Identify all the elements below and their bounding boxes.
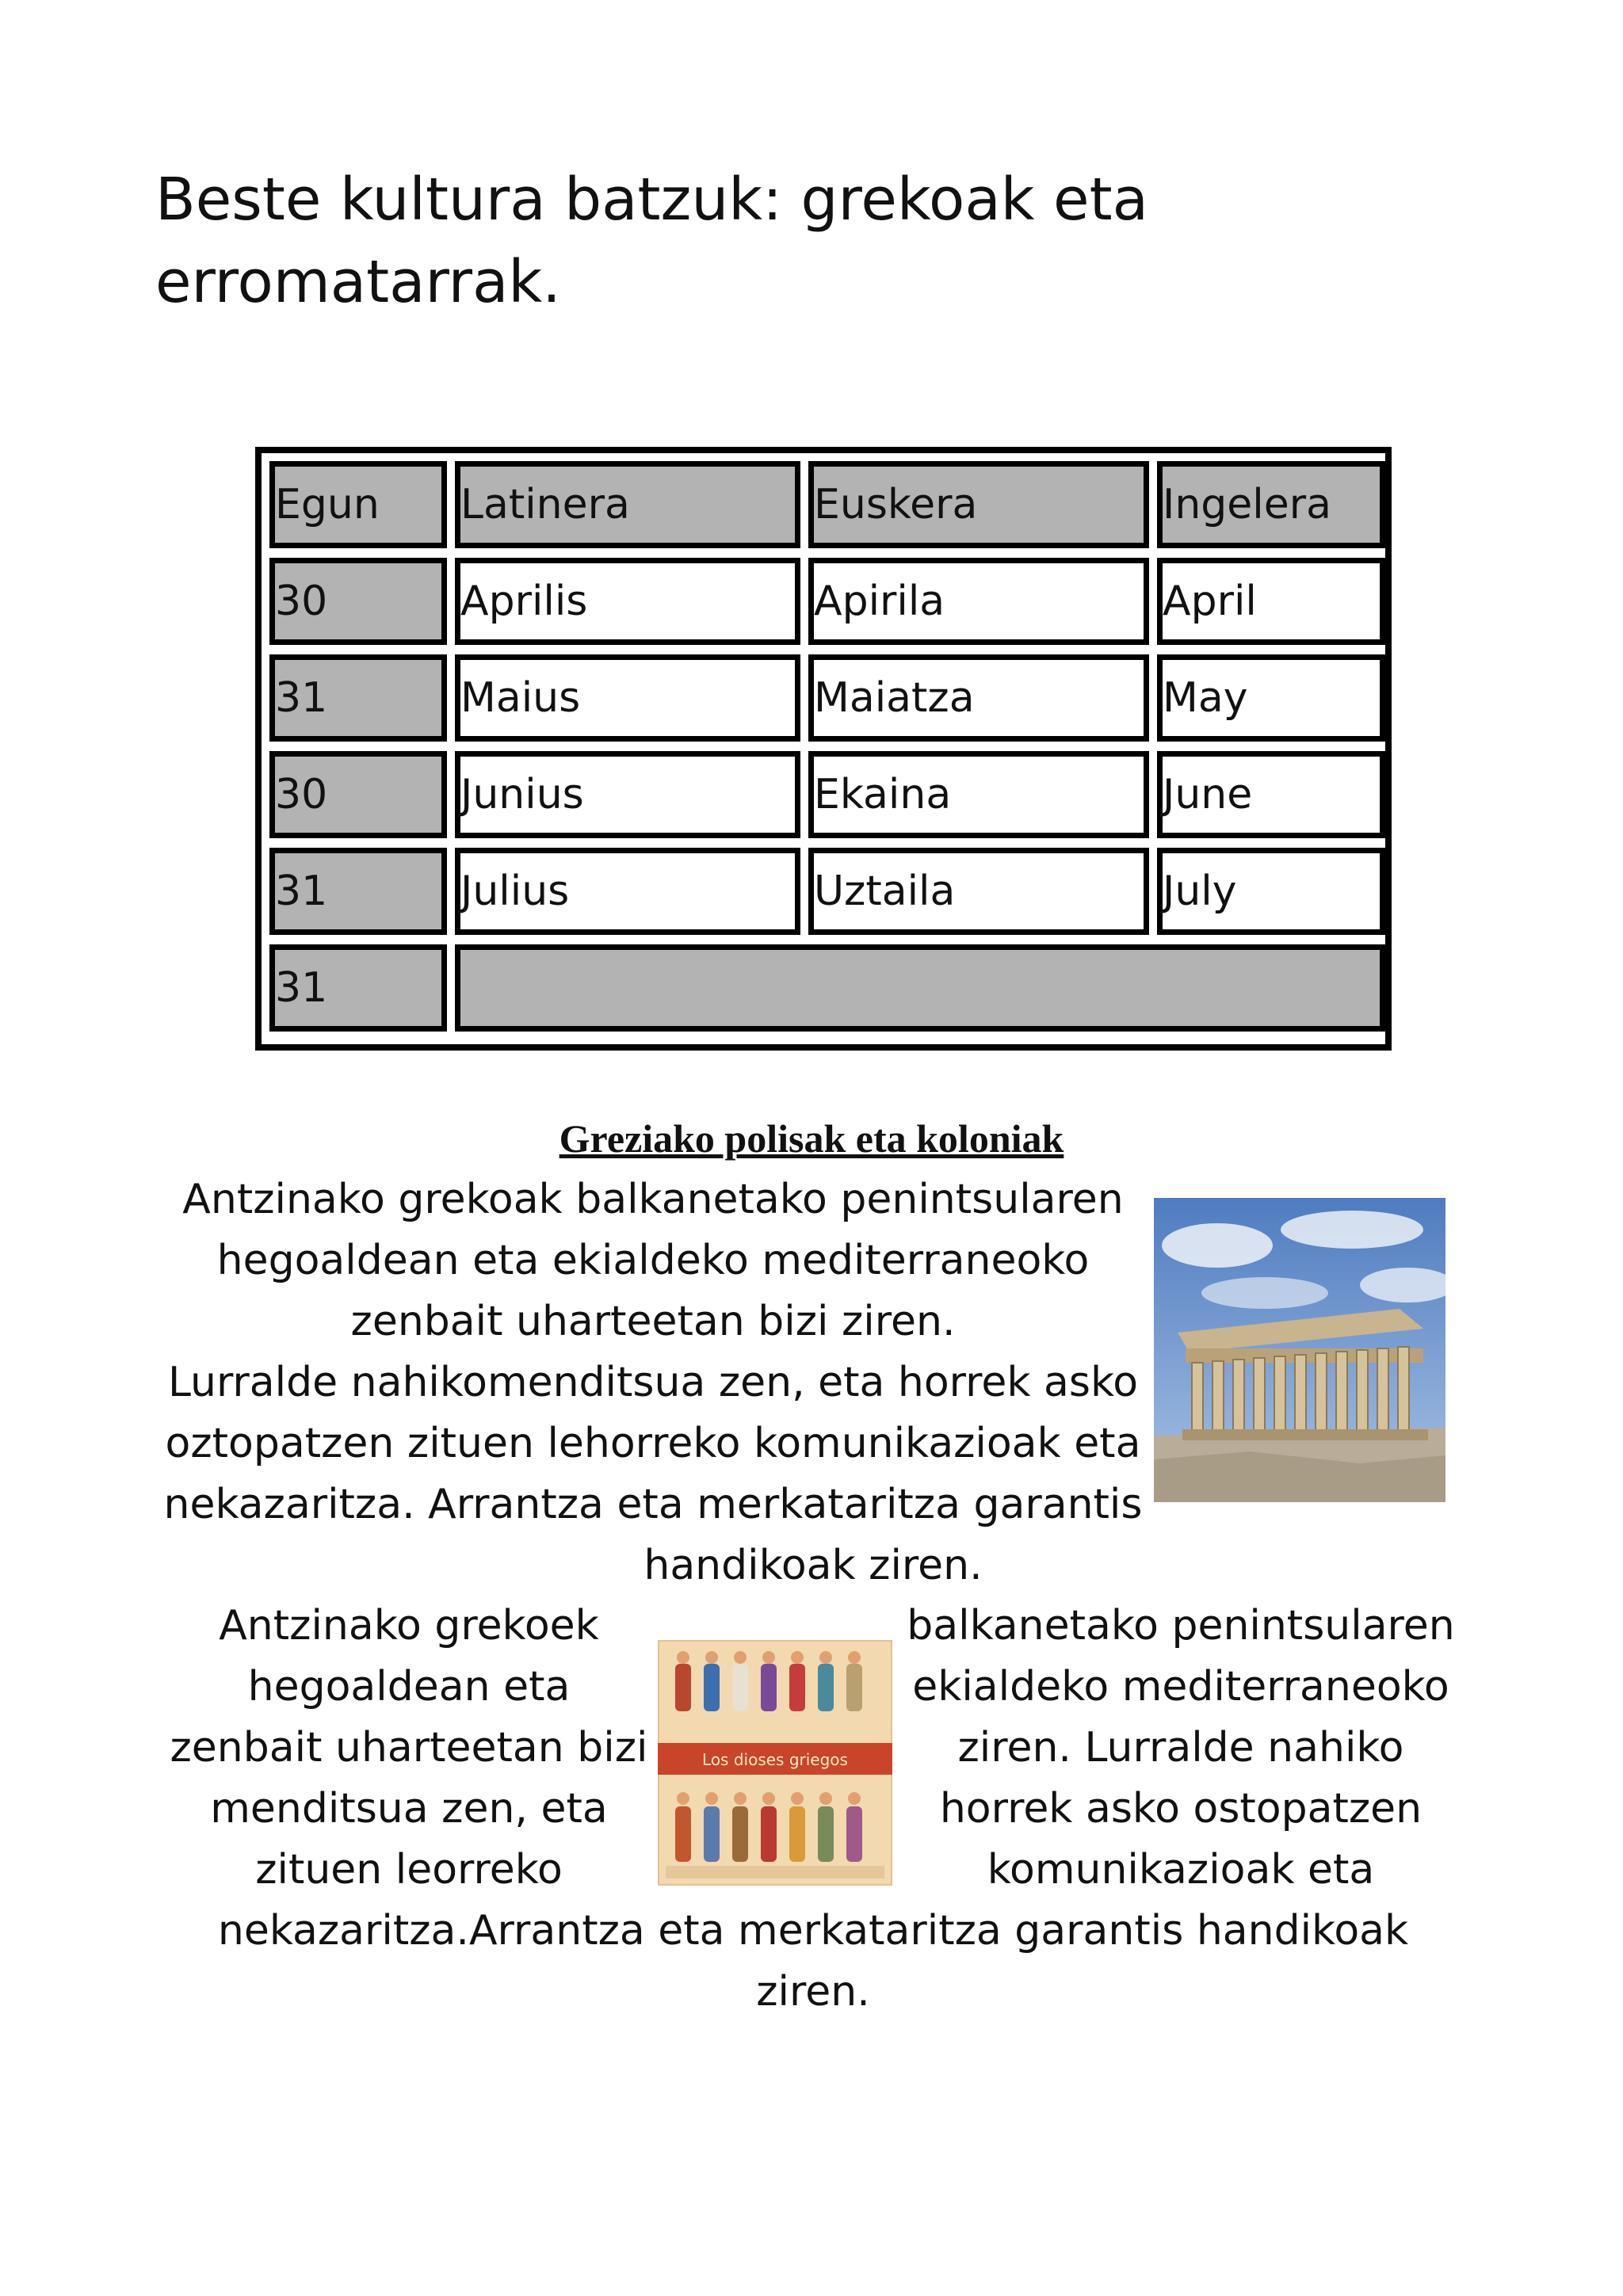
text-line: menditsua zen, eta bbox=[210, 1785, 608, 1833]
table-row bbox=[269, 558, 1385, 645]
header-cell-day: Egun bbox=[269, 461, 447, 548]
parthenon-photo bbox=[1154, 1198, 1445, 1502]
text-line: handikoak ziren. bbox=[643, 1542, 983, 1589]
day-cell: 31 bbox=[269, 848, 447, 935]
english-cell: June bbox=[1157, 751, 1385, 838]
paragraph-gods-end bbox=[155, 1901, 1471, 2023]
header-cell-latin: Latinera bbox=[455, 461, 800, 548]
basque-cell: Apirila bbox=[808, 558, 1149, 645]
english-cell: July bbox=[1157, 848, 1385, 935]
latin-cell: Aprilis bbox=[455, 558, 800, 645]
text-line: ziren. bbox=[756, 1968, 870, 2016]
text-line: komunikazioak eta bbox=[987, 1846, 1375, 1894]
empty-merged-cell bbox=[455, 944, 1385, 1032]
text-line: Antzinako grekoak balkanetako penintsularen bbox=[182, 1176, 1124, 1223]
text-line: ziren. Lurralde nahiko bbox=[957, 1724, 1404, 1772]
english-cell: April bbox=[1157, 558, 1385, 645]
header-cell-english: Ingelera bbox=[1157, 461, 1385, 548]
text-line: nekazaritza.Arrantza eta merkataritza garantis handikoak bbox=[217, 1907, 1409, 1955]
text-line: zenbait uharteetan bizi ziren. bbox=[350, 1298, 956, 1345]
text-line: nekazaritza. Arrantza eta merkataritza garantis bbox=[163, 1481, 1143, 1528]
latin-cell: Julius bbox=[455, 848, 800, 935]
month-table bbox=[255, 447, 1392, 1051]
table-row bbox=[269, 848, 1385, 935]
text-line: horrek asko ostopatzen bbox=[939, 1785, 1423, 1833]
day-cell: 31 bbox=[269, 654, 447, 742]
table-row bbox=[269, 944, 1385, 1032]
text-line: oztopatzen zituen lehorreko komunikazioak eta bbox=[165, 1420, 1141, 1467]
latin-cell: Junius bbox=[455, 751, 800, 838]
text-line: balkanetako penintsularen bbox=[907, 1602, 1455, 1650]
day-cell: 31 bbox=[269, 944, 447, 1032]
basque-cell: Ekaina bbox=[808, 751, 1149, 838]
table-header-row bbox=[269, 461, 1385, 548]
day-cell: 30 bbox=[269, 558, 447, 645]
paragraph-polis-end bbox=[155, 1535, 1471, 1596]
paragraph-gods-left bbox=[155, 1596, 663, 1901]
section-heading: Greziako polisak eta koloniak bbox=[559, 1116, 1064, 1161]
paragraph-polis bbox=[155, 1169, 1151, 1535]
text-line: Lurralde nahikomenditsua zen, eta horrek asko bbox=[167, 1359, 1139, 1406]
text-line: Antzinako grekoek bbox=[219, 1602, 599, 1650]
poster-title: Los dioses griegos bbox=[702, 1750, 848, 1769]
basque-cell: Uztaila bbox=[808, 848, 1149, 935]
paragraph-gods-right bbox=[903, 1596, 1458, 1901]
text-line: hegoaldean eta ekialdeko mediterraneoko bbox=[216, 1237, 1090, 1284]
latin-cell: Maius bbox=[455, 654, 800, 742]
page-title: Beste kultura batzuk: grekoak eta erromatarrak. bbox=[155, 166, 1148, 316]
text-line: ekialdeko mediterraneoko bbox=[912, 1663, 1449, 1711]
header-cell-basque: Euskera bbox=[808, 461, 1149, 548]
text-line: zituen leorreko bbox=[255, 1846, 563, 1894]
basque-cell: Maiatza bbox=[808, 654, 1149, 742]
greek-gods-poster bbox=[658, 1640, 892, 1886]
day-cell: 30 bbox=[269, 751, 447, 838]
text-line: hegoaldean eta bbox=[247, 1663, 571, 1711]
text-line: zenbait uharteetan bizi bbox=[170, 1724, 648, 1772]
english-cell: May bbox=[1157, 654, 1385, 742]
table-row bbox=[269, 751, 1385, 838]
table-row bbox=[269, 654, 1385, 742]
